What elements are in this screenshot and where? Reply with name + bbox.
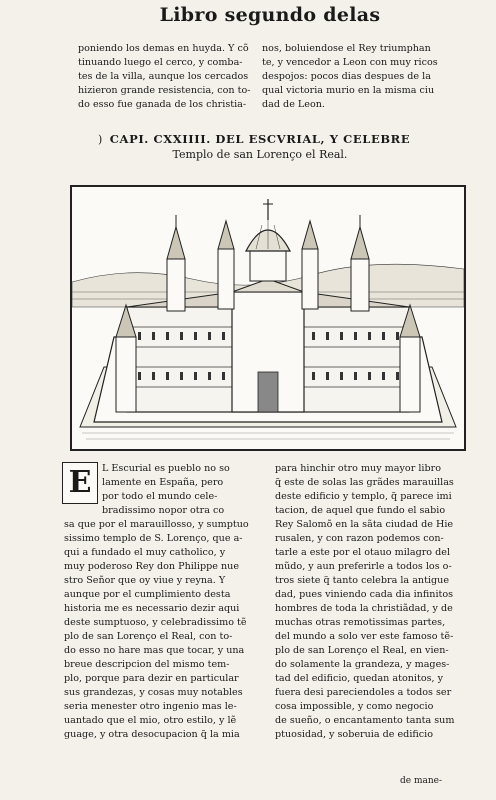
text-line: tes de la villa, aunque los cercados <box>78 71 249 82</box>
escorial-woodcut-illustration <box>70 185 466 451</box>
text-line: qual victoria murio en la misma ciu <box>262 85 435 96</box>
text-line: despojos: pocos dias despues de la <box>262 71 431 82</box>
text-line: tacion, de aquel que fundo el sabio <box>275 505 446 516</box>
text-line: do solamente la grandeza, y mages- <box>275 659 450 670</box>
text-line: tinuando luego el cerco, y comba- <box>78 57 243 68</box>
text-line: para hinchir otro muy mayor libro <box>275 463 441 474</box>
running-header: Libro segundo delas <box>159 4 381 26</box>
bottom-left-column <box>64 462 260 742</box>
text-line: breue descripcion del mismo tem- <box>64 659 230 670</box>
text-line: poniendo los demas en huyda. Y cõ <box>78 43 249 54</box>
text-line: plo, porque para dezir en particular <box>64 673 239 684</box>
drop-cap-letter: E <box>68 465 92 500</box>
text-line: qui a fundado el muy catholico, y <box>64 547 226 558</box>
text-line: L Escurial es pueblo no so <box>102 463 230 474</box>
text-line: cosa impossible, y como negocio <box>275 701 434 712</box>
bottom-right-column <box>275 462 465 742</box>
text-line: bradissimo nopor otra co <box>102 505 225 516</box>
text-line: dad, pues viniendo cada dia infinitos <box>275 589 454 600</box>
text-line: deste edificio y templo, q̃ parece imi <box>275 491 452 502</box>
chapter-subtitle: Templo de san Lorenço el Real. <box>172 148 348 161</box>
text-line: rusalen, y con razon podemos con- <box>275 533 444 544</box>
chapter-heading <box>70 132 450 161</box>
text-line: sa que por el marauillosso, y sumptuo <box>64 519 249 530</box>
text-line: del mundo a solo ver este famoso tẽ- <box>275 631 454 642</box>
top-right-column <box>262 42 442 112</box>
text-line: ptuosidad, y soberuia de edificio <box>275 729 434 740</box>
text-line: sissimo templo de S. Lorenço, que a- <box>64 533 243 544</box>
monastery-engraving <box>72 187 464 449</box>
text-line: hizieron grande resistencia, con to- <box>78 85 251 96</box>
text-line: do esso no hare mas que tocar, y una <box>64 645 245 656</box>
text-line: de sueño, o encantamento tanta sum <box>275 715 455 726</box>
text-line: Rey Salomõ en la sãta ciudad de Hie <box>275 519 454 530</box>
text-line: tros siete q̃ tanto celebra la antigue <box>275 575 450 586</box>
text-line: sus grandezas, y cosas muy notables <box>64 687 243 698</box>
text-line: plo de san Lorenço el Real, con to- <box>64 631 233 642</box>
text-line: mũdo, y aun preferirle a todos los o- <box>275 561 452 572</box>
text-line: seria menester otro ingenio mas le- <box>64 701 237 712</box>
text-line: tad del edificio, quedan atonitos, y <box>275 673 444 684</box>
text-line: guage, y otra desocupacion q̃ la mia <box>64 729 240 740</box>
text-line: hombres de toda la christiãdad, y de <box>275 603 453 614</box>
text-line: muy poderoso Rey don Philippe nue <box>64 561 239 572</box>
chapter-title: CAPI. CXXIIII. DEL ESCVRIAL, Y CELEBRE <box>109 132 411 146</box>
text-line: deste sumptuoso, y celebradissimo tẽ <box>64 617 247 628</box>
text-line: plo de san Lorenço el Real, en vien- <box>275 645 449 656</box>
text-line: tarle a este por el otauo milagro del <box>275 547 451 558</box>
text-line: historia me es necessario dezir aqui <box>64 603 240 614</box>
text-line: uantado que el mio, otro estilo, y lẽ <box>64 715 237 726</box>
text-line: dad de Leon. <box>262 99 325 110</box>
text-line: stro Señor que oy viue y reyna. Y <box>64 575 226 586</box>
text-line: muchas otras remotissimas partes, <box>275 617 446 628</box>
text-line: do esso fue ganada de los christia- <box>78 99 247 110</box>
text-line: lamente en España, pero <box>102 477 224 488</box>
text-line: por todo el mundo cele- <box>102 491 218 502</box>
text-line: fuera desi pareciendoles a todos ser <box>275 687 452 698</box>
text-line: q̃ este de solas las grãdes marauillas <box>275 477 454 488</box>
text-line: te, y vencedor a Leon con muy ricos <box>262 57 438 68</box>
text-line: aunque por el cumplimiento desta <box>64 589 231 600</box>
top-left-column <box>78 42 254 112</box>
chapter-marker: ) <box>98 133 103 146</box>
catchword: de mane- <box>400 776 443 786</box>
text-line: nos, boluiendose el Rey triumphan <box>262 43 431 54</box>
